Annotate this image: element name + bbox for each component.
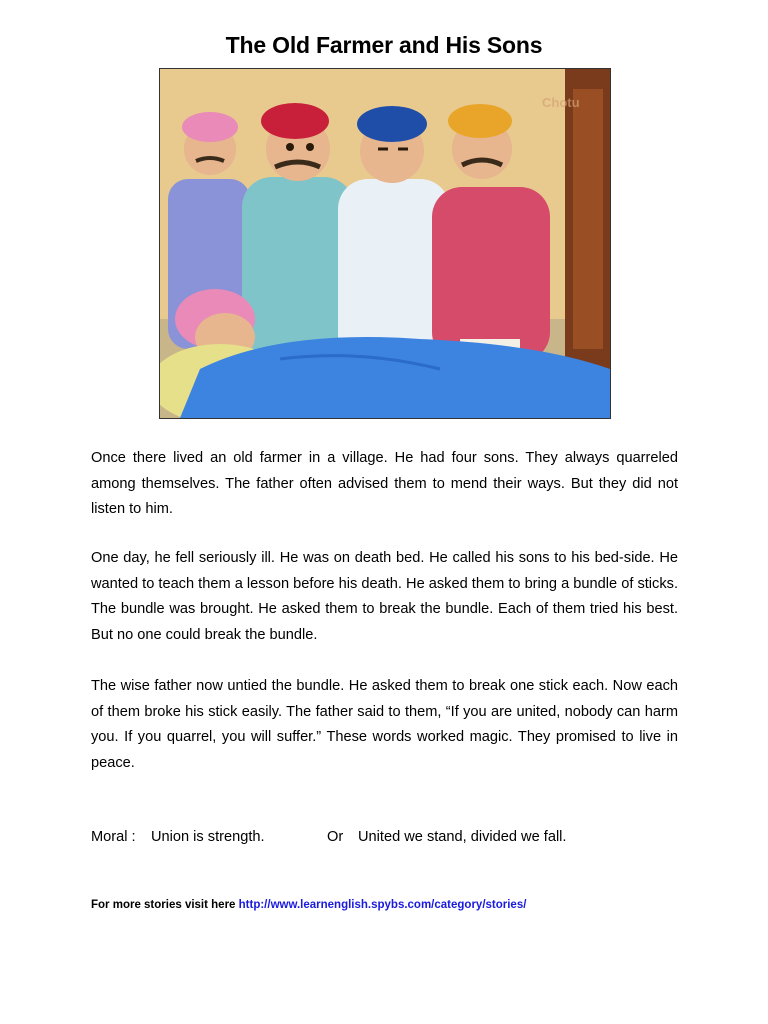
watermark-text: Chotu xyxy=(542,95,580,110)
more-stories-line xyxy=(91,899,526,911)
more-stories-prefix: For more stories visit here xyxy=(91,899,239,911)
story-paragraph-1: Once there lived an old farmer in a village. He had four sons. They always quarreled among themselves. The father often advised them to mend their ways. But they did not listen to him. xyxy=(91,450,678,517)
moral-label: Moral : xyxy=(91,829,136,845)
story-paragraph-3: The wise father now untied the bundle. He asked them to break one stick each. Now each of them broke his stick easily. The father said to them, “If you are united, nobody can harm you. If you quarrel, you will suffer.” These words worked magic. They promised to live in peace. xyxy=(91,678,678,771)
page-title: The Old Farmer and His Sons xyxy=(225,32,543,58)
more-stories-link[interactable]: http://www.learnenglish.spybs.com/category/stories/ xyxy=(238,899,527,911)
farmer-sons-cartoon xyxy=(160,69,610,418)
story-illustration xyxy=(159,68,611,419)
moral-text: Union is strength. xyxy=(151,829,265,845)
moral-or: Or xyxy=(327,829,344,845)
story-paragraph-2: One day, he fell seriously ill. He was on death bed. He called his sons to his bed-side. He wanted to teach them a lesson before his death. He asked them to bring a bundle of sticks. The bundle was brought. He asked them to break the bundle. Each of them tried his best. But no one could break the bundle. xyxy=(91,550,678,643)
moral-alternative: United we stand, divided we fall. xyxy=(358,829,567,845)
